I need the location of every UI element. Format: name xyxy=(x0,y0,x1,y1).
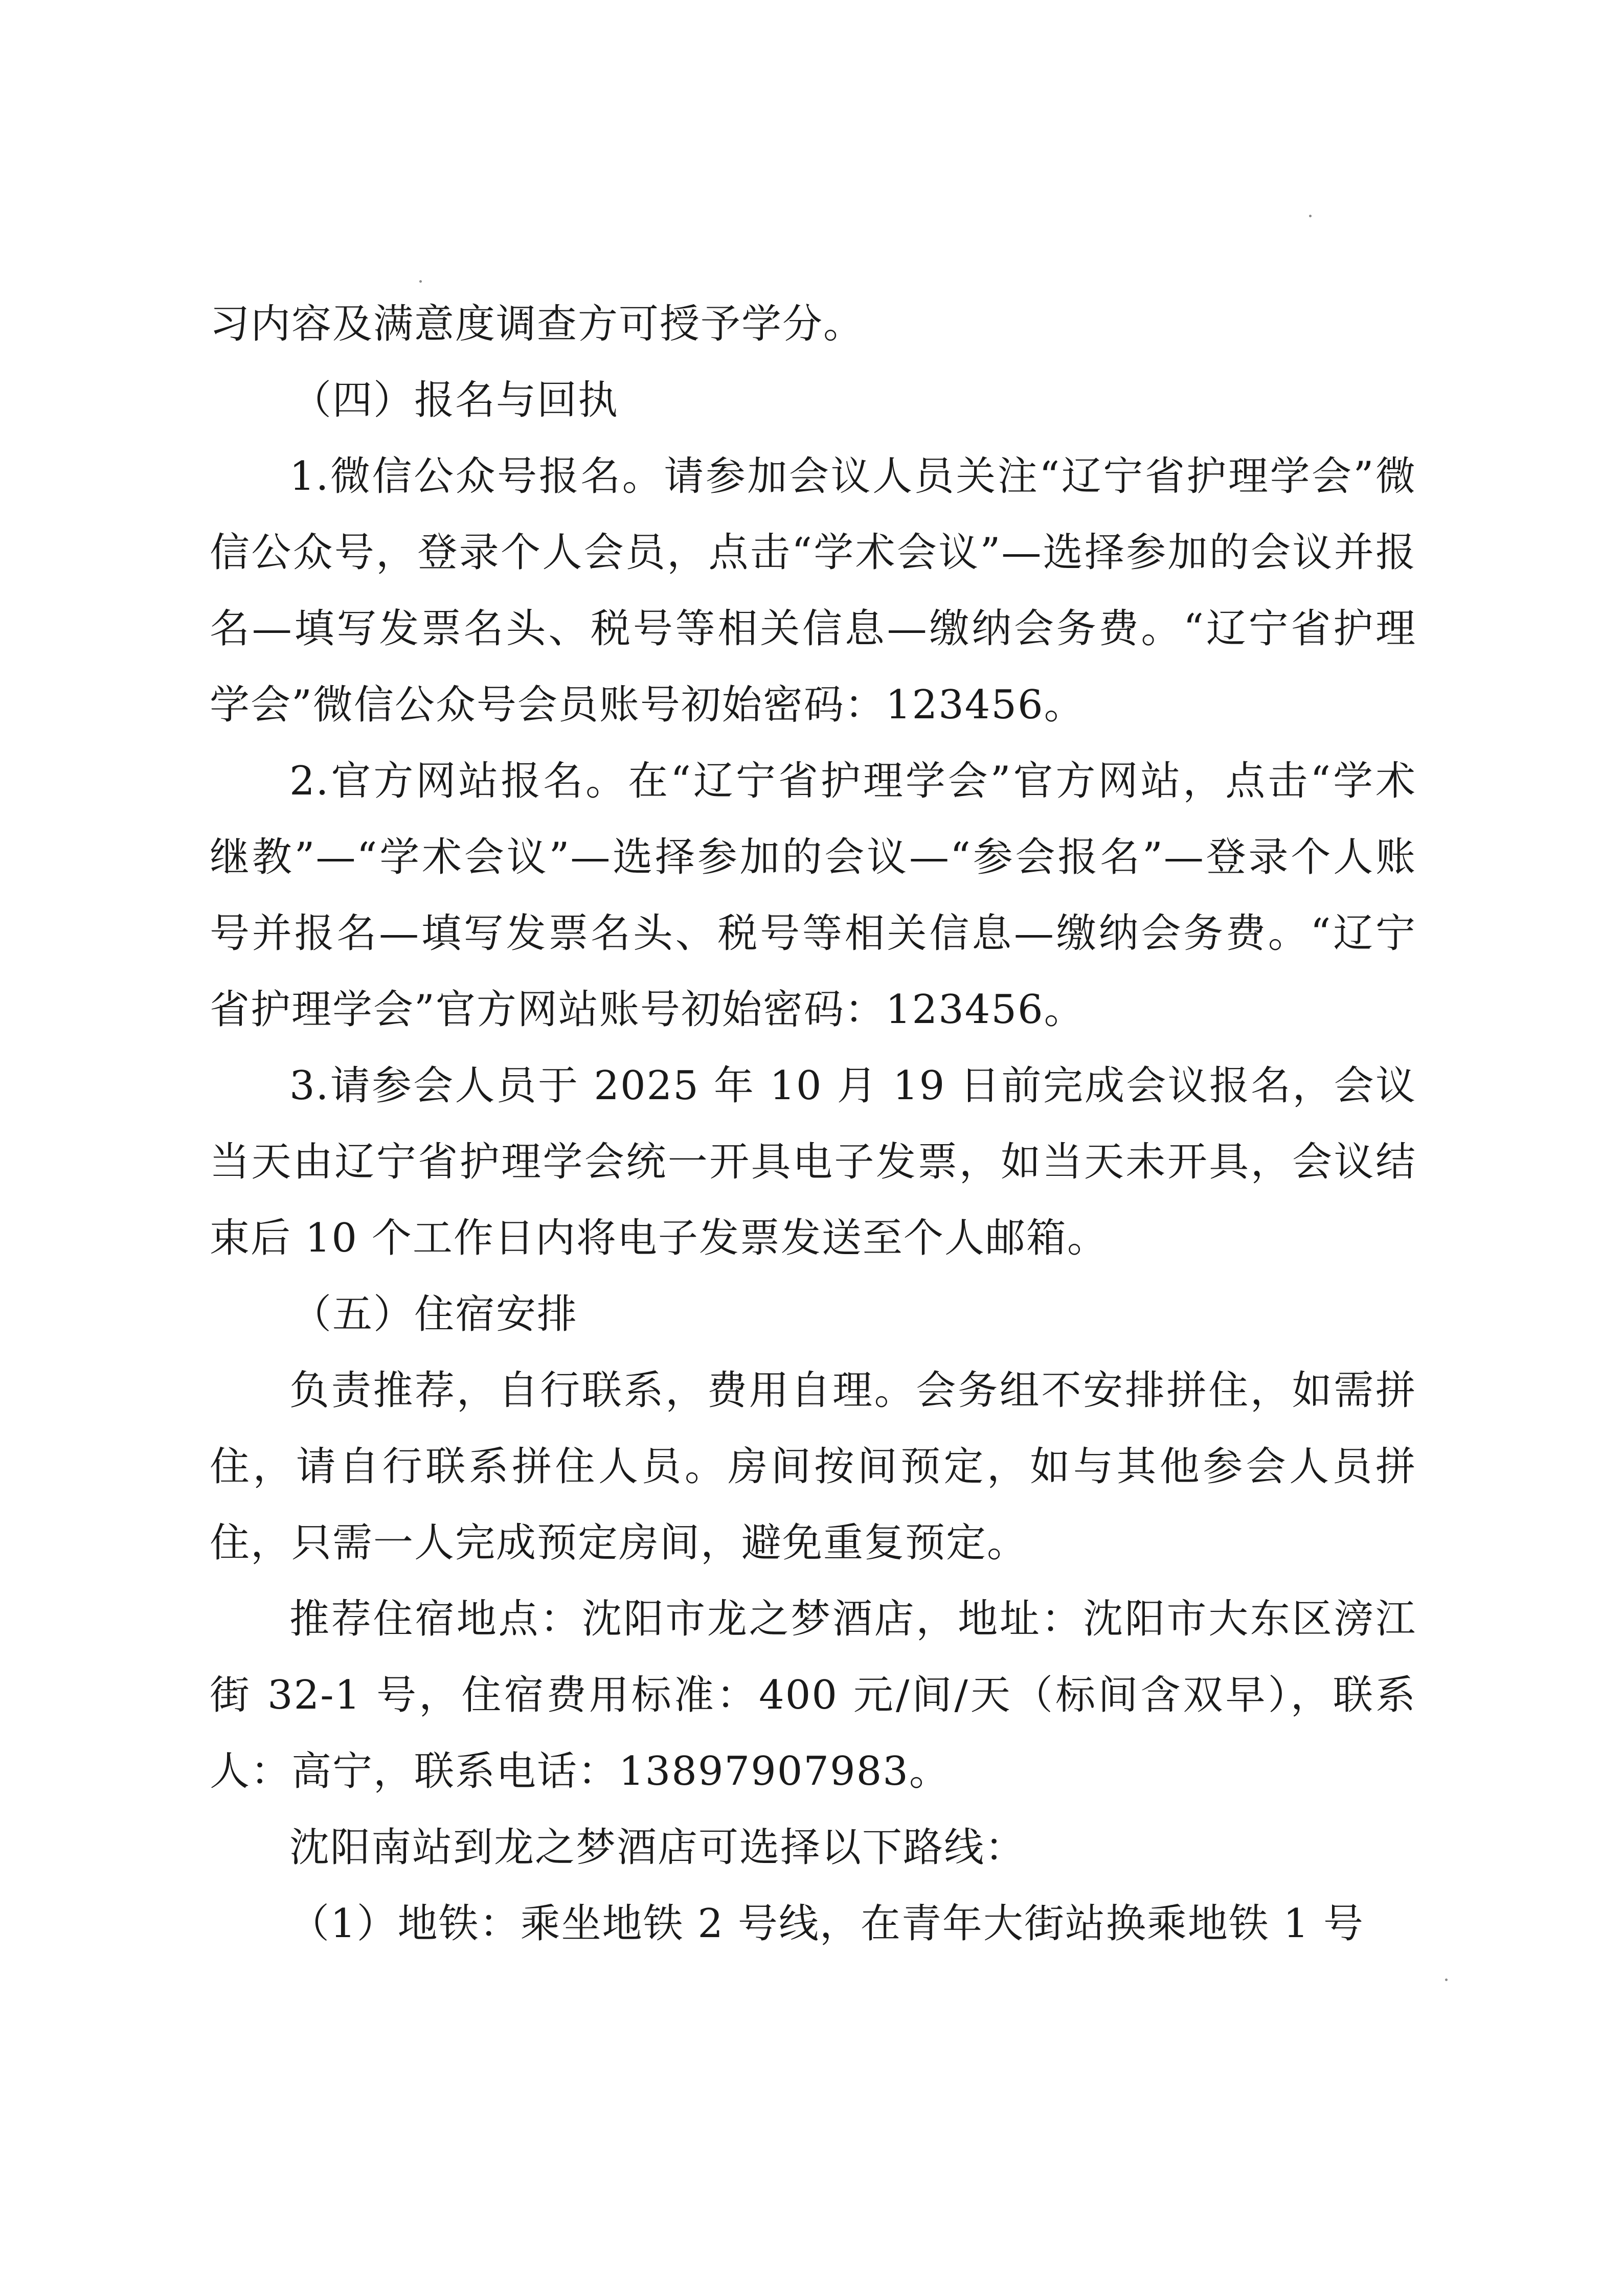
paragraph-registration-deadline: 3.请参会人员于 2025 年 10 月 19 日前完成会议报名，会议当天由辽宁省护理学会统一开具电子发票，如当天未开具，会议结束后 10 个工作日内将电子发票发送至个人邮箱。 xyxy=(210,1063,1416,1261)
section-heading-registration: （四）报名与回执 xyxy=(291,377,619,423)
paragraph-route-intro: 沈阳南站到龙之梦酒店可选择以下路线： xyxy=(289,1825,1026,1871)
paragraph-website-registration: 2.官方网站报名。在“辽宁省护理学会”官方网站，点击“学术继教”—“学术会议”—选择参加的会议—“参会报名”—登录个人账号并报名—填写发票名头、税号等相关信息—缴纳会务费。“辽宁省护理学会”官方网站账号初始密码：123456。 xyxy=(210,758,1416,1033)
scan-speck xyxy=(419,280,422,283)
scan-speck xyxy=(1309,215,1312,217)
paragraph-accommodation-policy: 负责推荐，自行联系，费用自理。会务组不安排拼住，如需拼住，请自行联系拼住人员。房间按间预定，如与其他参会人员拼住，只需一人完成预定房间，避免重复预定。 xyxy=(210,1368,1416,1566)
document-body xyxy=(210,286,1416,1962)
paragraph-continuation: 习内容及满意度调查方可授予学分。 xyxy=(210,301,865,347)
paragraph-wechat-registration: 1.微信公众号报名。请参加会议人员关注“辽宁省护理学会”微信公众号，登录个人会员，点击“学术会议”—选择参加的会议并报名—填写发票名头、税号等相关信息—缴纳会务费。“辽宁省护理学会”微信公众号会员账号初始密码：123456。 xyxy=(210,453,1416,728)
section-heading-accommodation: （五）住宿安排 xyxy=(291,1291,578,1337)
paragraph-recommended-hotel: 推荐住宿地点：沈阳市龙之梦酒店，地址：沈阳市大东区滂江街 32-1 号，住宿费用标准：400 元/间/天（标间含双早），联系人：高宁，联系电话：13897907983。 xyxy=(210,1596,1416,1794)
scan-speck xyxy=(1445,1979,1448,1981)
paragraph-route-metro: （1）地铁：乘坐地铁 2 号线，在青年大街站换乘地铁 1 号 xyxy=(289,1901,1365,1947)
